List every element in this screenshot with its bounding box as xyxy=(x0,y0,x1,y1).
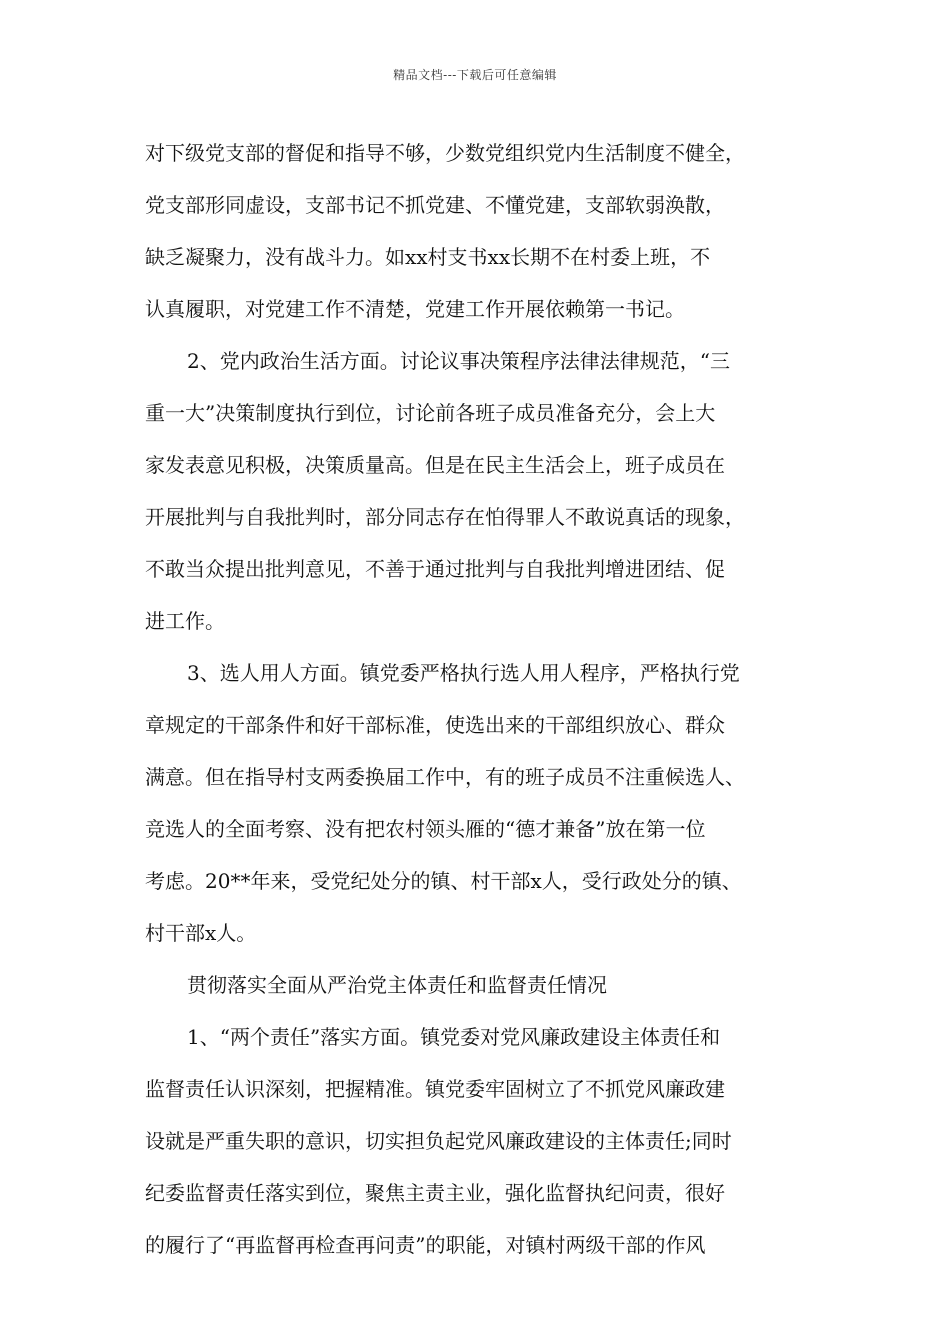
body-line: 重一大”决策制度执行到位，讨论前各班子成员准备充分，会上大 xyxy=(145,401,716,425)
section-heading: 贯彻落实全面从严治党主体责任和监督责任情况 xyxy=(187,973,607,997)
body-line: 家发表意见积极，决策质量高。但是在民主生活会上，班子成员在 xyxy=(145,453,725,477)
body-line: 章规定的干部条件和好干部标准，使选出来的干部组织放心、群众 xyxy=(145,713,725,737)
body-line: 进工作。 xyxy=(145,609,225,633)
paragraph-start-line: 2、党内政治生活方面。讨论议事决策程序法律法律规范，“三 xyxy=(187,349,730,373)
body-line: 监督责任认识深刻，把握精准。镇党委牢固树立了不抓党风廉政建 xyxy=(145,1077,725,1101)
body-line: 考虑。20**年来，受党纪处分的镇、村干部x人，受行政处分的镇、 xyxy=(145,869,742,893)
body-line: 党支部形同虚设，支部书记不抓党建、不懂党建，支部软弱涣散， xyxy=(145,193,725,217)
body-line: 认真履职，对党建工作不清楚，党建工作开展依赖第一书记。 xyxy=(145,297,685,321)
page-header: 精品文档---下载后可任意编辑 xyxy=(393,68,557,82)
body-line: 对下级党支部的督促和指导不够，少数党组织党内生活制度不健全， xyxy=(145,141,745,165)
body-line: 的履行了“再监督再检查再问责”的职能，对镇村两级干部的作风 xyxy=(145,1233,706,1257)
paragraph-start-line: 3、选人用人方面。镇党委严格执行选人用人程序，严格执行党 xyxy=(187,661,740,685)
body-line: 不敢当众提出批判意见，不善于通过批判与自我批判增进团结、促 xyxy=(145,557,725,581)
body-line: 竞选人的全面考察、没有把农村领头雁的“德才兼备”放在第一位 xyxy=(145,817,706,841)
body-line: 开展批判与自我批判时，部分同志存在怕得罪人不敢说真话的现象， xyxy=(145,505,745,529)
body-line: 缺乏凝聚力，没有战斗力。如xx村支书xx长期不在村委上班，不 xyxy=(145,245,711,269)
body-line: 村干部x人。 xyxy=(145,921,257,945)
document-body xyxy=(145,127,810,1271)
paragraph-start-line: 1、“两个责任”落实方面。镇党委对党风廉政建设主体责任和 xyxy=(187,1025,721,1049)
body-line: 满意。但在指导村支两委换届工作中，有的班子成员不注重候选人、 xyxy=(145,765,745,789)
body-line: 设就是严重失职的意识，切实担负起党风廉政建设的主体责任;同时 xyxy=(145,1129,732,1153)
body-line: 纪委监督责任落实到位，聚焦主责主业，强化监督执纪问责，很好 xyxy=(145,1181,725,1205)
